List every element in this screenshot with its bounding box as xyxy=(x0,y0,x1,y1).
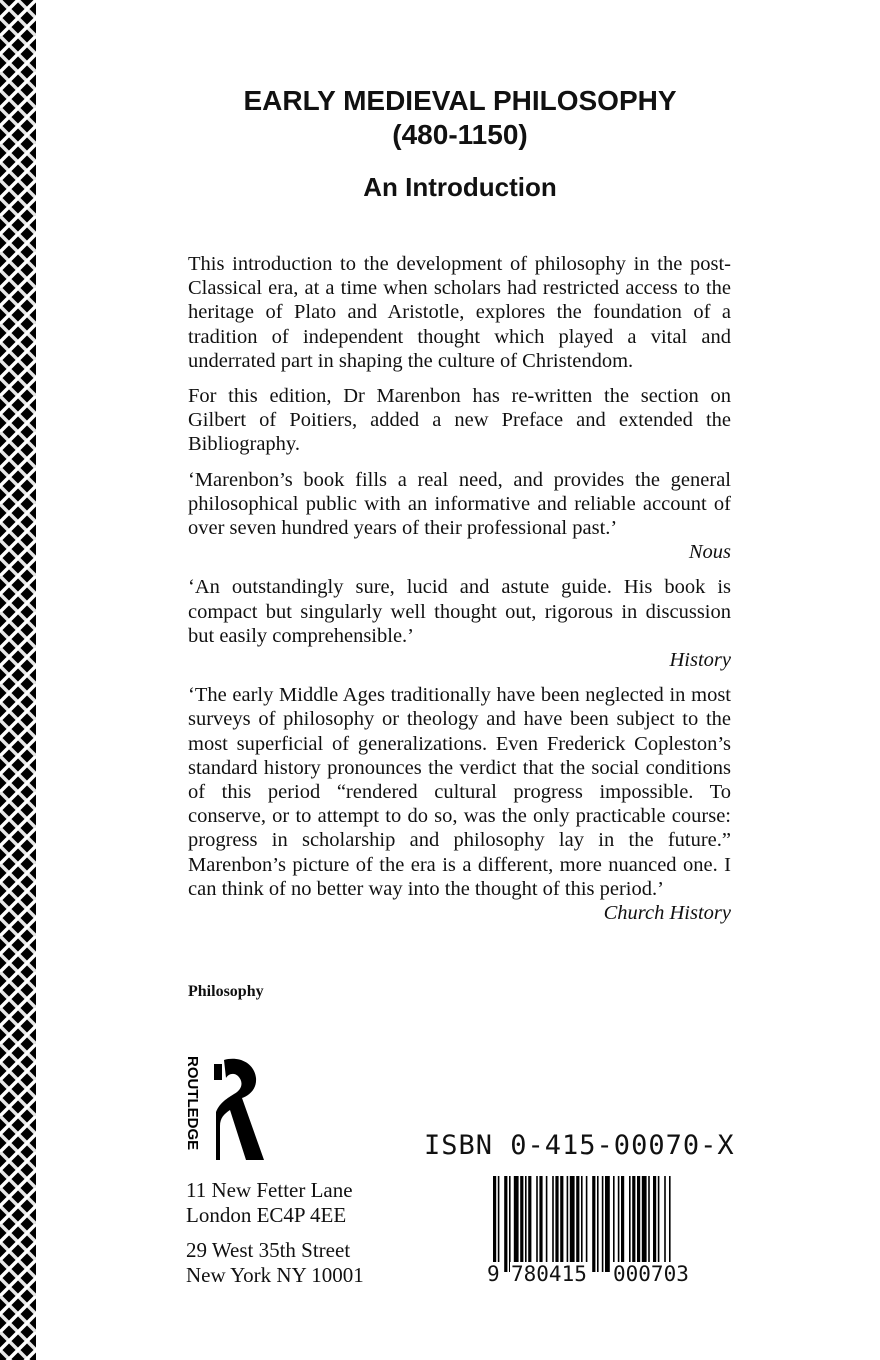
barcode-bar xyxy=(613,1176,615,1272)
barcode-bar xyxy=(592,1176,595,1272)
review-quote: ‘Marenbon’s book fills a real need, and provides the general philosophical public with an informative and reliable account of over seven hundred years of their professional past.’ xyxy=(188,468,731,540)
barcode-bar xyxy=(637,1176,640,1272)
routledge-logo-icon xyxy=(186,1052,266,1164)
subject-category: Philosophy xyxy=(188,983,264,1000)
decorative-border-pattern xyxy=(0,0,36,1360)
book-title xyxy=(100,84,820,152)
book-subtitle: An Introduction xyxy=(363,172,557,202)
address-line: New York NY 10001 xyxy=(186,1263,364,1287)
barcode-bar xyxy=(546,1176,548,1272)
address-london xyxy=(186,1178,353,1228)
address-line: 11 New Fetter Lane xyxy=(186,1178,353,1202)
publisher-name: ROUTLEDGE xyxy=(184,1056,201,1151)
barcode-bar xyxy=(597,1176,599,1272)
barcode-bar xyxy=(576,1176,579,1272)
barcode-bar xyxy=(629,1176,631,1272)
barcode-bar xyxy=(602,1176,604,1272)
review-source: Church History xyxy=(603,902,731,925)
barcode-bar xyxy=(539,1176,542,1272)
review-2 xyxy=(188,575,731,672)
address-new-york xyxy=(186,1238,364,1288)
review-1 xyxy=(188,468,731,565)
barcode-bar xyxy=(560,1176,563,1272)
barcode-bar xyxy=(658,1176,660,1272)
address-line: 29 West 35th Street xyxy=(186,1238,351,1262)
barcode-bar xyxy=(555,1176,558,1272)
barcode-bar xyxy=(504,1176,507,1272)
barcode-bar xyxy=(586,1176,588,1272)
barcode-bar xyxy=(520,1176,523,1272)
review-3 xyxy=(188,683,731,925)
barcode-bar xyxy=(514,1176,519,1272)
barcode-bar xyxy=(498,1176,500,1272)
title-line-2: (480-1150) xyxy=(392,119,528,150)
barcode-bar xyxy=(648,1176,650,1272)
barcode-bar xyxy=(567,1176,569,1272)
review-source: Nous xyxy=(688,541,731,564)
barcode-bar xyxy=(552,1176,554,1272)
review-quote: ‘The early Middle Ages traditionally have been neglected in most surveys of philosophy or theology and have been subject to the most superficial of generalizations. Even Frederick Copleston’s standard history pronounces the verdict that the social conditions of this period “rendered cultural progress impossible. To conserve, or to attempt to do so, was the only practicable course: progress in scholarship and philosophy lay in the future.” Marenbon’s picture of the era is a different, more nuanced one. I can think of no better way into the thought of this period.’ xyxy=(188,684,731,900)
barcode-bar xyxy=(605,1176,610,1272)
blurb-paragraph-2: For this edition, Dr Marenbon has re-written the section on Gilbert of Poitiers, added a new Preface and extended the Bibliography. xyxy=(188,385,731,456)
barcode-bar xyxy=(632,1176,635,1272)
barcode-bar xyxy=(570,1176,575,1272)
address-line: London EC4P 4EE xyxy=(186,1203,347,1227)
barcode-bar xyxy=(528,1176,531,1272)
barcode-group-1: 780415 xyxy=(511,1262,587,1286)
barcode-bar xyxy=(618,1176,620,1272)
barcode-bar xyxy=(536,1176,538,1272)
barcode-first-digit: 9 xyxy=(487,1262,500,1286)
barcode-bar xyxy=(525,1176,527,1272)
blurb-text xyxy=(188,252,731,936)
barcode-bar xyxy=(509,1176,511,1272)
isbn-label: ISBN 0-415-00070-X xyxy=(424,1130,735,1161)
barcode-bar xyxy=(664,1176,666,1272)
review-quote: ‘An outstandingly sure, lucid and astute guide. His book is compact but singularly well thought out, rigorous in discussion but easily comprehensible.’ xyxy=(188,576,731,647)
barcode-bar xyxy=(653,1176,656,1272)
barcode-bar xyxy=(642,1176,647,1272)
barcode-bar xyxy=(621,1176,624,1272)
blurb-paragraph-1: This introduction to the development of philosophy in the post-Classical era, at a time when scholars had restricted access to the heritage of Plato and Aristotle, explores the foundation of a tradition of independent thought which played a vital and underrated part in shaping the culture of Christendom. xyxy=(188,253,731,372)
title-line-1: EARLY MEDIEVAL PHILOSOPHY xyxy=(243,85,677,116)
review-source: History xyxy=(669,649,731,672)
barcode-group-2: 000703 xyxy=(613,1262,689,1286)
